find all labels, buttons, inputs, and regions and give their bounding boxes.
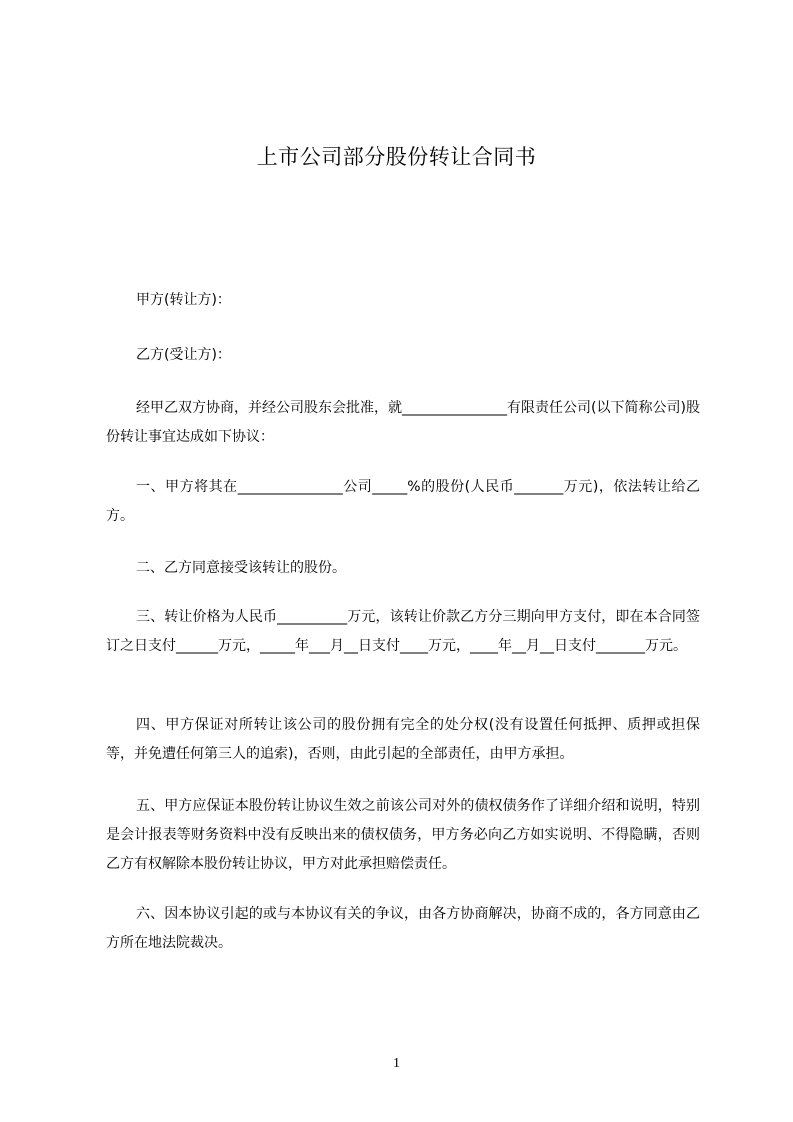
clause-4-paragraph: 四、甲方保证对所转让该公司的股份拥有完全的处分权(没有设置任何抵押、质押或担保等，并免遭任何第三人的追索)，否则，由此引起的全部责任，由甲方承担。 [106, 717, 700, 762]
clause-5-paragraph: 五、甲方应保证本股份转让协议生效之前该公司对外的债权债务作了详细介绍和说明，特别是会计报表等财务资料中没有反映出来的债权债务，甲方务必向乙方如实说明、不得隐瞒，否则乙方有权解除本股份转让协议，甲方对此承担赔偿责任。 [106, 798, 700, 872]
intro-paragraph: 经甲乙双方协商，并经公司股东会批准，就_______________有限责任公司(以下简称公司)股份转让事宜达成如下协议： [106, 400, 700, 445]
page-number: 1 [393, 1056, 400, 1071]
document-title: 上市公司部分股份转让合同书 [256, 145, 537, 169]
party-a-line: 甲方(转让方)： [136, 292, 231, 308]
party-b-line: 乙方(受让方)： [136, 347, 231, 363]
clause-3-paragraph: 三、转让价格为人民币__________万元，该转让价款乙方分三期向甲方支付，即在本合同签订之日支付______万元，_____年___月__日支付____万元，____年__月__日支付_______万元。 [106, 609, 700, 654]
clause-6-paragraph: 六、因本协议引起的或与本协议有关的争议，由各方协商解决，协商不成的，各方同意由乙方所在地法院裁决。 [106, 906, 700, 951]
clause-2-paragraph: 二、乙方同意接受该转让的股份。 [136, 560, 346, 576]
clause-1-paragraph: 一、甲方将其在_______________公司_____%的股份(人民币_______万元)，依法转让给乙方。 [106, 479, 700, 524]
